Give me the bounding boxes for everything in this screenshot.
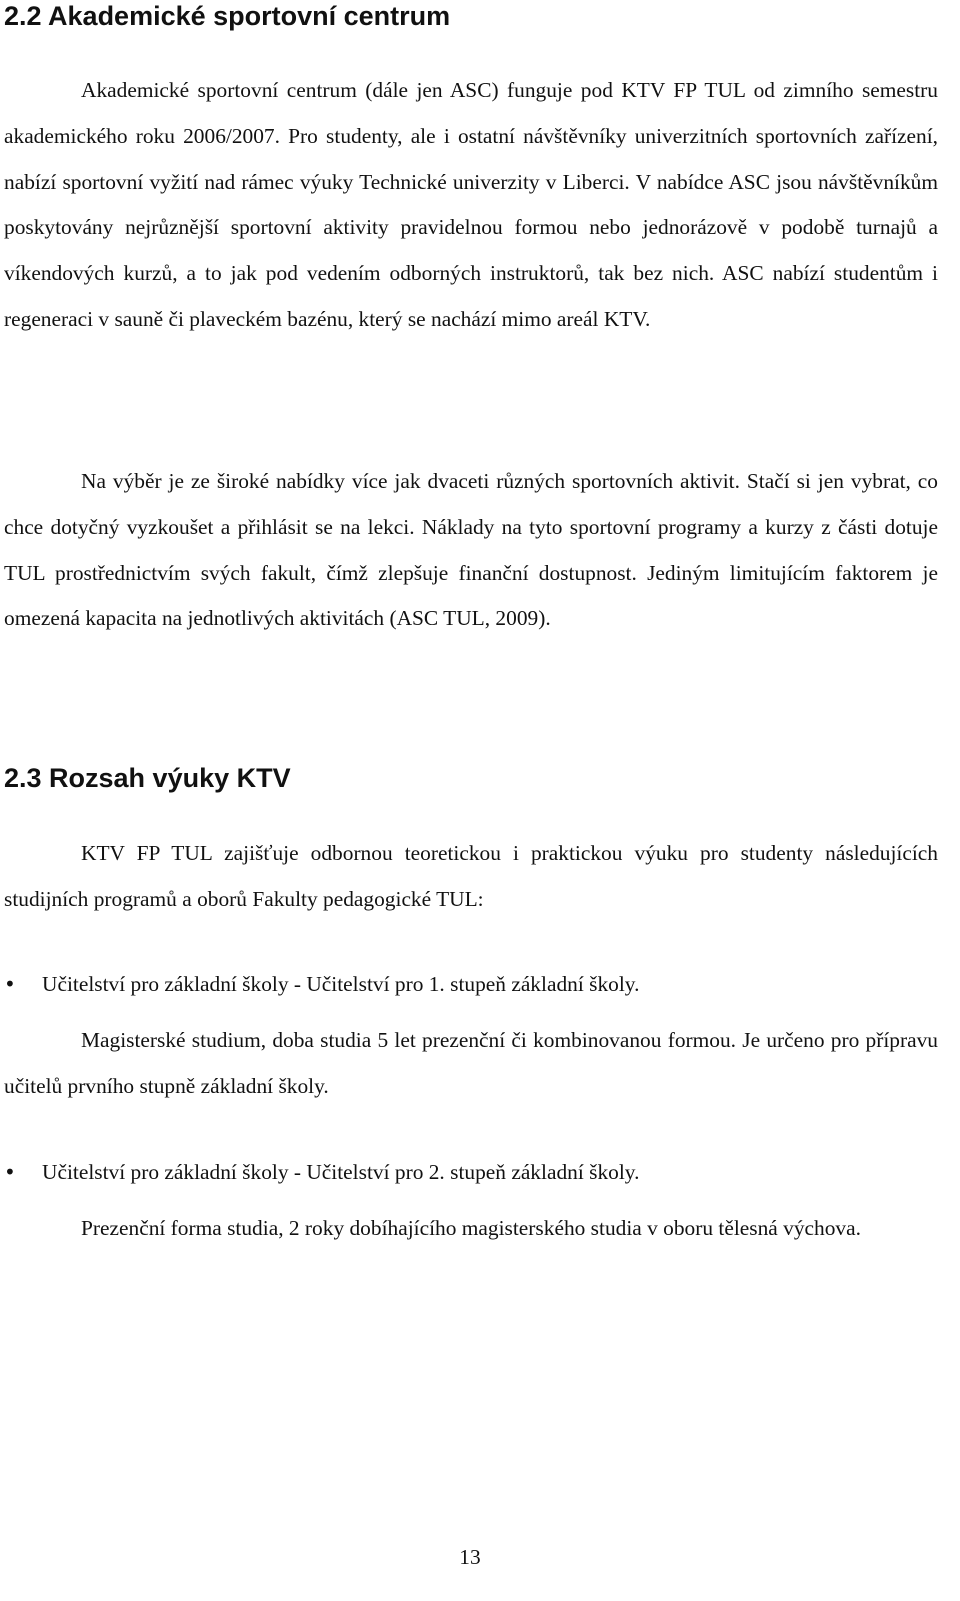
program-title: Učitelství pro základní školy - Učitelství pro 2. stupeň základní školy. [42,1160,640,1184]
bullet-icon: • [4,972,16,996]
bullet-icon: • [4,1160,16,1184]
section-heading-2-3: 2.3 Rozsah výuky KTV [4,763,291,793]
paragraph-asc-offer: Na výběr je ze široké nabídky více jak dvaceti různých sportovních aktivit. Stačí si jen vybrat, co chce dotyčný vyzkoušet a přihlásit se na lekci. Náklady na tyto sportovní programy a kurzy z části dotuje TUL prostřednictvím svých fakult, čímž zlepšuje finanční dostupnost. Jediným limitujícím faktorem je omezená kapacita na jednotlivých aktivitách (ASC TUL, 2009). [4,469,938,631]
program-title: Učitelství pro základní školy - Učitelství pro 1. stupeň základní školy. [42,972,640,996]
page-number: 13 [459,1545,481,1569]
paragraph-ktv-intro: KTV FP TUL zajišťuje odbornou teoretickou i praktickou výuku pro studenty následujících studijních programů a oborů Fakulty pedagogické TUL: [4,841,938,911]
list-item [4,962,938,1008]
program-description: Magisterské studium, doba studia 5 let prezenční či kombinovanou formou. Je určeno pro přípravu učitelů prvního stupně základní školy. [4,1028,938,1098]
section-heading-2-2: 2.2 Akademické sportovní centrum [4,1,451,31]
program-description: Prezenční forma studia, 2 roky dobíhajícího magisterského studia v oboru tělesná výchova. [81,1216,861,1240]
list-item [4,1150,938,1196]
paragraph-asc-intro: Akademické sportovní centrum (dále jen ASC) funguje pod KTV FP TUL od zimního semestru akademického roku 2006/2007. Pro studenty, ale i ostatní návštěvníky univerzitních sportovních zařízení, nabízí sportovní vyžití nad rámec výuky Technické univerzity v Liberci. V nabídce ASC jsou návštěvníkům poskytovány nejrůznější sportovní aktivity pravidelnou formou nebo jednorázově v podobě turnajů a víkendových kurzů, a to jak pod vedením odborných instruktorů, tak bez nich. ASC nabízí studentům i regeneraci v sauně či plaveckém bazénu, který se nachází mimo areál KTV. [4,78,938,331]
